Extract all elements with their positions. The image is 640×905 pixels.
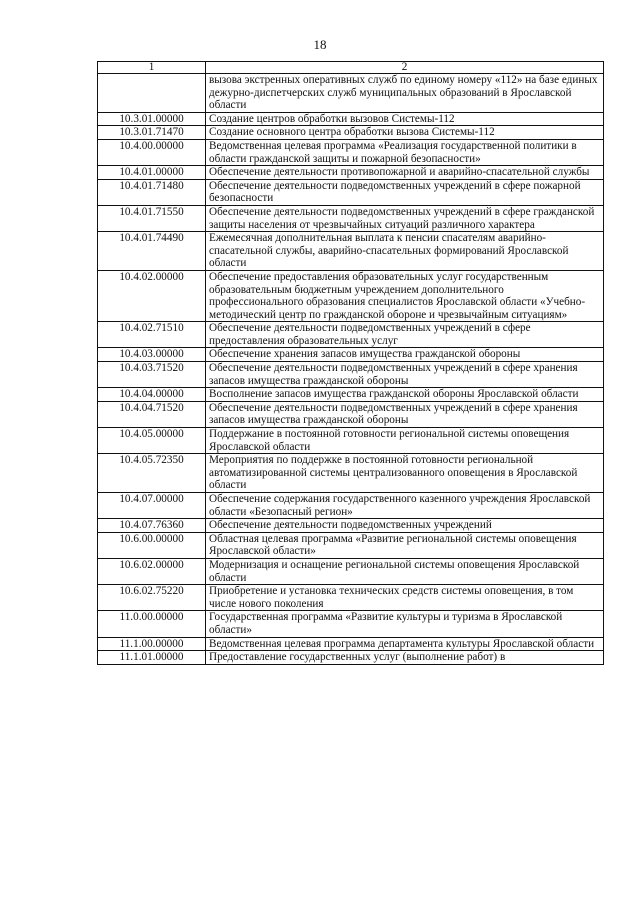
row-code: 10.6.00.00000 bbox=[98, 532, 206, 558]
row-code: 11.0.00.00000 bbox=[98, 611, 206, 637]
row-name: Создание центров обработки вызовов Системы-112 bbox=[206, 112, 604, 126]
row-code: 10.4.02.71510 bbox=[98, 322, 206, 348]
row-code: 10.4.04.71520 bbox=[98, 401, 206, 427]
row-code bbox=[98, 74, 206, 113]
row-name: Государственная программа «Развитие культуры и туризма в Ярославской области» bbox=[206, 611, 604, 637]
row-name: Обеспечение содержания государственного казенного учреждения Ярославской области «Безопасный регион» bbox=[206, 493, 604, 519]
table-row bbox=[98, 166, 604, 180]
row-name: Мероприятия по поддержке в постоянной готовности региональной автоматизированной системы централизованного оповещения в Ярославской области bbox=[206, 454, 604, 493]
table-row bbox=[98, 388, 604, 402]
table-row bbox=[98, 611, 604, 637]
row-name: Обеспечение деятельности подведомственных учреждений в сфере пожарной безопасности bbox=[206, 179, 604, 205]
row-code: 10.4.02.00000 bbox=[98, 270, 206, 321]
row-name: Обеспечение хранения запасов имущества гражданской обороны bbox=[206, 348, 604, 362]
row-code: 10.4.04.00000 bbox=[98, 388, 206, 402]
table-row bbox=[98, 126, 604, 140]
table-row bbox=[98, 270, 604, 321]
table-row bbox=[98, 532, 604, 558]
table-row bbox=[98, 585, 604, 611]
table-row bbox=[98, 322, 604, 348]
table-row bbox=[98, 232, 604, 271]
row-name: Ведомственная целевая программа «Реализация государственной политики в области гражданской защиты и пожарной безопасности» bbox=[206, 139, 604, 165]
table-row bbox=[98, 205, 604, 231]
row-name: Областная целевая программа «Развитие региональной системы оповещения Ярославской области» bbox=[206, 532, 604, 558]
column-header-name: 2 bbox=[206, 62, 604, 74]
row-name: Приобретение и установка технических средств системы оповещения, в том числе нового поколения bbox=[206, 585, 604, 611]
row-code: 11.1.01.00000 bbox=[98, 651, 206, 665]
table-row bbox=[98, 493, 604, 519]
row-code: 10.4.03.71520 bbox=[98, 362, 206, 388]
row-code: 10.4.01.00000 bbox=[98, 166, 206, 180]
row-name: Обеспечение деятельности подведомственных учреждений в сфере предоставления образовательных услуг bbox=[206, 322, 604, 348]
table-row bbox=[98, 651, 604, 665]
row-code: 10.3.01.00000 bbox=[98, 112, 206, 126]
row-name: Обеспечение деятельности подведомственных учреждений bbox=[206, 519, 604, 533]
row-code: 10.6.02.75220 bbox=[98, 585, 206, 611]
row-code: 10.3.01.71470 bbox=[98, 126, 206, 140]
table-row bbox=[98, 348, 604, 362]
row-name: Модернизация и оснащение региональной системы оповещения Ярославской области bbox=[206, 558, 604, 584]
row-name: Восполнение запасов имущества гражданской обороны Ярославской области bbox=[206, 388, 604, 402]
row-code: 10.4.01.74490 bbox=[98, 232, 206, 271]
row-code: 10.4.00.00000 bbox=[98, 139, 206, 165]
table-row bbox=[98, 454, 604, 493]
row-code: 10.4.01.71480 bbox=[98, 179, 206, 205]
table-row bbox=[98, 362, 604, 388]
page-number: 18 bbox=[313, 37, 327, 52]
table-row bbox=[98, 558, 604, 584]
table-row bbox=[98, 428, 604, 454]
row-code: 10.4.03.00000 bbox=[98, 348, 206, 362]
table-row bbox=[98, 179, 604, 205]
row-name: Обеспечение деятельности подведомственных учреждений в сфере гражданской защиты населения от чрезвычайных ситуаций различного характера bbox=[206, 205, 604, 231]
row-code: 10.4.07.76360 bbox=[98, 519, 206, 533]
row-name: Поддержание в постоянной готовности региональной системы оповещения Ярославской области bbox=[206, 428, 604, 454]
table-header-row bbox=[98, 62, 604, 74]
table-row bbox=[98, 112, 604, 126]
row-name: Предоставление государственных услуг (выполнение работ) в bbox=[206, 651, 604, 665]
row-code: 10.4.05.00000 bbox=[98, 428, 206, 454]
row-code: 10.4.01.71550 bbox=[98, 205, 206, 231]
table-row bbox=[98, 139, 604, 165]
column-header-code: 1 bbox=[98, 62, 206, 74]
row-name: вызова экстренных оперативных служб по единому номеру «112» на базе единых дежурно-диспетчерских служб муниципальных образований в Ярославской области bbox=[206, 74, 604, 113]
row-name: Ежемесячная дополнительная выплата к пенсии спасателям аварийно-спасательной службы, аварийно-спасательных формирований Ярославской области bbox=[206, 232, 604, 271]
row-name: Обеспечение предоставления образовательных услуг государственным образовательным бюджетным учреждением дополнительного профессионального образования специалистов Ярославской области «Учебно-методический центр по гражданской обороне и чрезвычайным ситуациям» bbox=[206, 270, 604, 321]
row-code: 10.6.02.00000 bbox=[98, 558, 206, 584]
table-row bbox=[98, 519, 604, 533]
table-row bbox=[98, 74, 604, 113]
row-code: 11.1.00.00000 bbox=[98, 637, 206, 651]
row-name: Обеспечение деятельности подведомственных учреждений в сфере хранения запасов имущества гражданской обороны bbox=[206, 401, 604, 427]
row-name: Обеспечение деятельности подведомственных учреждений в сфере хранения запасов имущества гражданской обороны bbox=[206, 362, 604, 388]
row-code: 10.4.07.00000 bbox=[98, 493, 206, 519]
table-row bbox=[98, 401, 604, 427]
row-name: Обеспечение деятельности противопожарной и аварийно-спасательной службы bbox=[206, 166, 604, 180]
row-name: Создание основного центра обработки вызова Системы-112 bbox=[206, 126, 604, 140]
table-row bbox=[98, 637, 604, 651]
row-code: 10.4.05.72350 bbox=[98, 454, 206, 493]
budget-classification-table bbox=[97, 61, 604, 665]
row-name: Ведомственная целевая программа департамента культуры Ярославской области bbox=[206, 637, 604, 651]
